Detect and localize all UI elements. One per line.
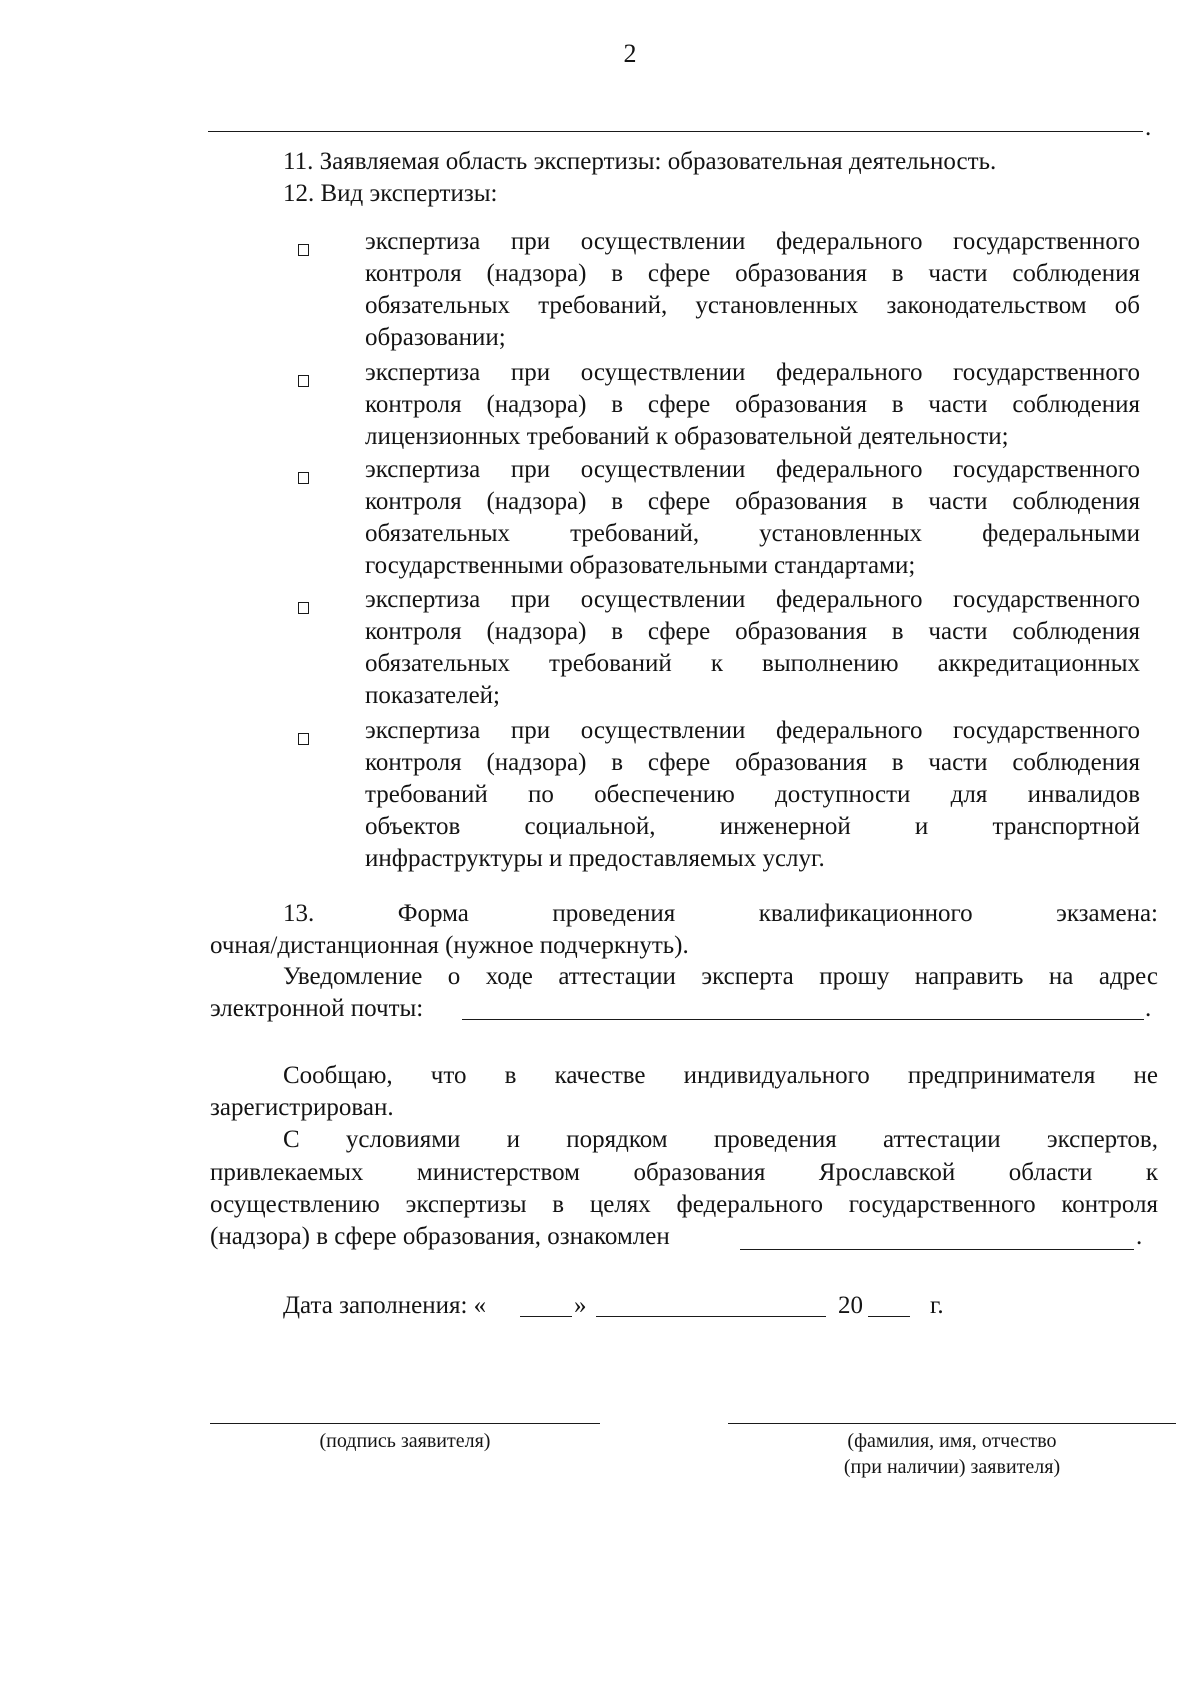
date-year-field[interactable] (868, 1316, 910, 1317)
option-3-line-4: государственными образовательными стандартами; (365, 552, 916, 579)
acknowledged-period: . (1136, 1223, 1143, 1250)
option-3-line-1: экспертиза при осуществлении федерального государственного (365, 456, 1140, 483)
option-5-checkbox[interactable] (298, 733, 309, 745)
option-4-line-2: контроля (надзора) в сфере образования в части соблюдения (365, 618, 1140, 645)
option-5-line-2: контроля (надзора) в сфере образования в части соблюдения (365, 749, 1140, 776)
acknowledged-signature-field[interactable] (740, 1249, 1134, 1250)
option-3-checkbox[interactable] (298, 472, 309, 484)
notification-line-1: Уведомление о ходе аттестации эксперта прошу направить на адрес (283, 963, 1158, 990)
conditions-line-1: С условиями и порядком проведения аттестации экспертов, (283, 1126, 1158, 1153)
option-2-checkbox[interactable] (298, 375, 309, 387)
option-1-checkbox[interactable] (298, 244, 309, 256)
option-4-line-1: экспертиза при осуществлении федерального государственного (365, 586, 1140, 613)
top-fill-line (208, 131, 1143, 132)
conditions-line-4: (надзора) в сфере образования, ознакомлен (210, 1223, 670, 1250)
date-label: Дата заполнения: « (283, 1292, 487, 1319)
option-3-line-2: контроля (надзора) в сфере образования в части соблюдения (365, 488, 1140, 515)
date-year-prefix: 20 (838, 1292, 863, 1319)
conditions-line-2: привлекаемых министерством образования Ярославской области к (210, 1159, 1158, 1186)
applicant-name-caption-line-2: (при наличии) заявителя) (843, 1456, 1061, 1478)
item-12-expertise-type: 12. Вид экспертизы: (283, 180, 498, 207)
email-field-period: . (1145, 995, 1152, 1022)
option-1-line-2: контроля (надзора) в сфере образования в части соблюдения (365, 260, 1140, 287)
entrepreneur-line-2: зарегистрирован. (210, 1094, 394, 1121)
option-5-line-4: объектов социальной, инженерной и транспортной (365, 813, 1140, 840)
item-13-exam-options: очная/дистанционная (нужное подчеркнуть). (210, 932, 689, 959)
email-label: электронной почты: (210, 995, 424, 1022)
option-5-line-1: экспертиза при осуществлении федерального государственного (365, 717, 1140, 744)
option-5-line-5: инфраструктуры и предоставляемых услуг. (365, 845, 825, 872)
date-month-field[interactable] (596, 1316, 826, 1317)
conditions-line-3: осуществлению экспертизы в целях федерального государственного контроля (210, 1191, 1158, 1218)
option-1-line-1: экспертиза при осуществлении федерального государственного (365, 228, 1140, 255)
applicant-signature-line[interactable] (210, 1423, 600, 1424)
option-2-line-3: лицензионных требований к образовательной деятельности; (365, 423, 1009, 450)
page-number: 2 (623, 39, 637, 68)
option-2-line-1: экспертиза при осуществлении федерального государственного (365, 359, 1140, 386)
option-4-line-3: обязательных требований к выполнению аккредитационных (365, 650, 1140, 677)
applicant-name-caption-line-1: (фамилия, имя, отчество (847, 1430, 1057, 1452)
date-close-quote: » (574, 1292, 587, 1319)
item-13-exam-form: 13. Форма проведения квалификационного экзамена: (283, 900, 1158, 927)
item-11-expertise-area: 11. Заявляемая область экспертизы: образовательная деятельность. (283, 148, 997, 175)
option-5-line-3: требований по обеспечению доступности для инвалидов (365, 781, 1140, 808)
option-2-line-2: контроля (надзора) в сфере образования в части соблюдения (365, 391, 1140, 418)
email-field[interactable] (462, 1019, 1144, 1020)
applicant-signature-caption: (подпись заявителя) (319, 1430, 491, 1452)
date-day-field[interactable] (520, 1316, 572, 1317)
applicant-name-line[interactable] (728, 1423, 1176, 1424)
option-1-line-4: образовании; (365, 324, 506, 351)
top-fill-period: . (1145, 114, 1152, 141)
option-3-line-3: обязательных требований, установленных федеральными (365, 520, 1140, 547)
entrepreneur-line-1: Сообщаю, что в качестве индивидуального предпринимателя не (283, 1062, 1158, 1089)
option-4-checkbox[interactable] (298, 602, 309, 614)
option-4-line-4: показателей; (365, 682, 500, 709)
date-year-suffix: г. (930, 1292, 944, 1319)
option-1-line-3: обязательных требований, установленных законодательством об (365, 292, 1140, 319)
